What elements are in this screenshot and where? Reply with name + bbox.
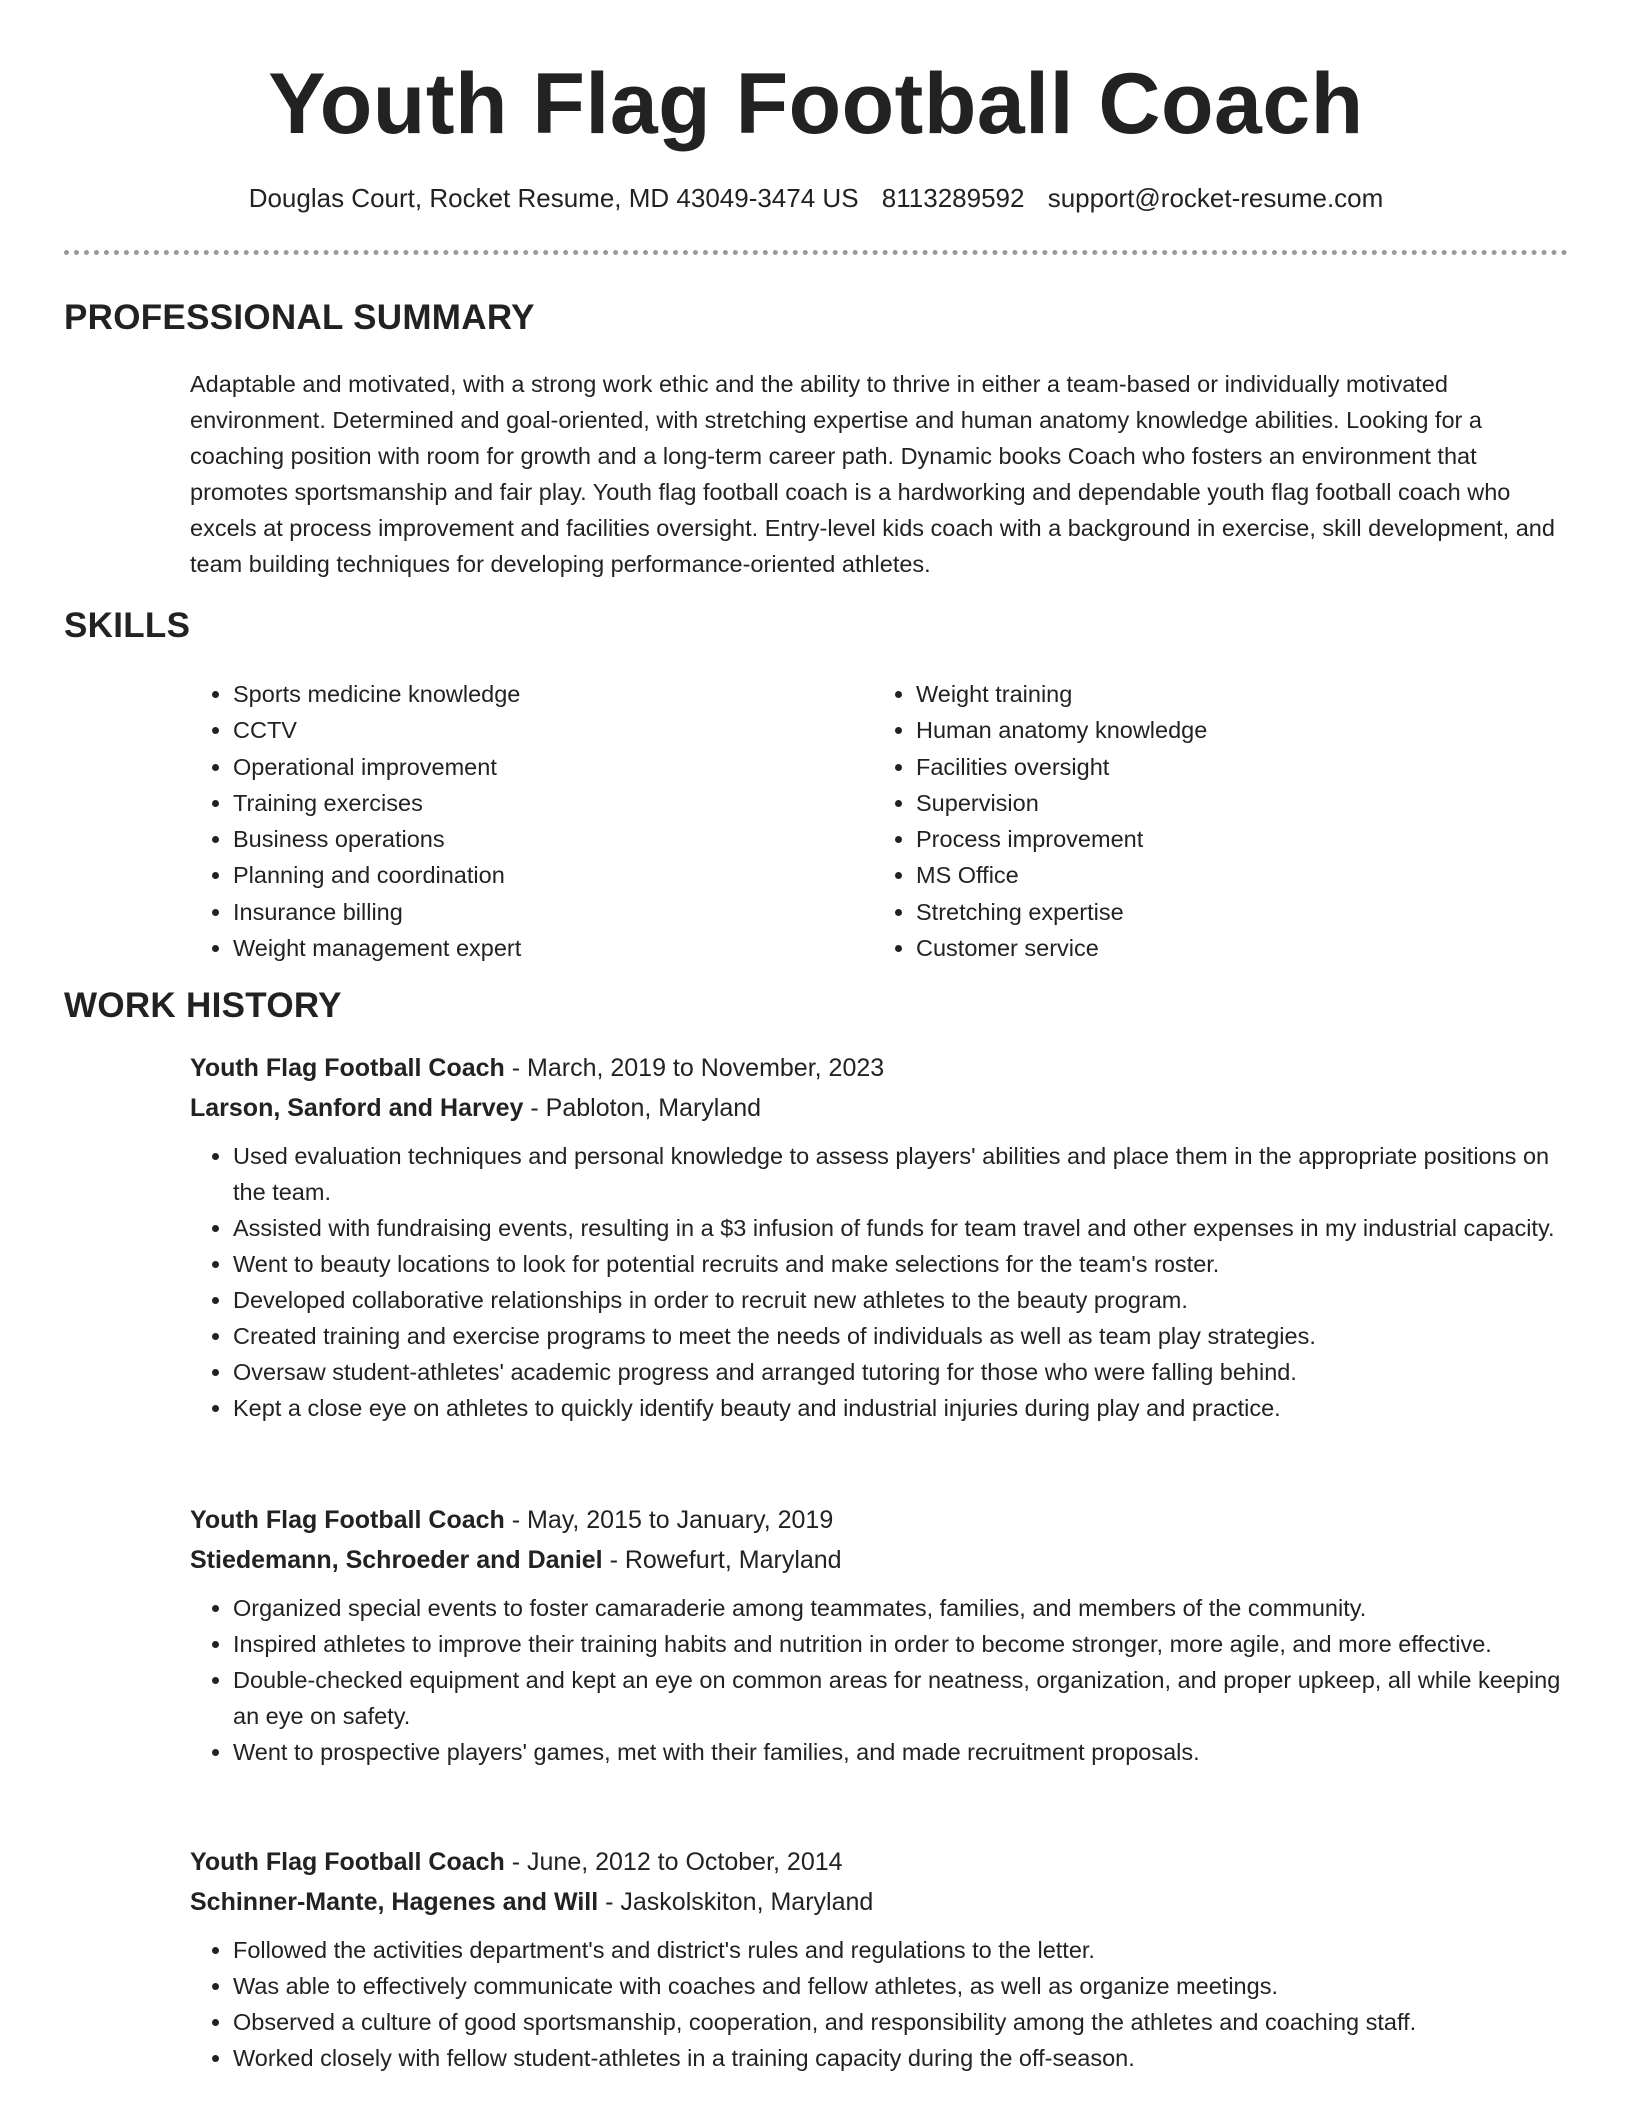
job-title-line <box>190 1048 1570 1088</box>
job-company-line <box>190 1088 1570 1128</box>
job-dates: - May, 2015 to January, 2019 <box>504 1506 834 1534</box>
job-title-line <box>190 1500 1570 1540</box>
job-bullet: • Went to beauty locations to look for potential recruits and make selections for the team's roster. <box>233 1246 1570 1282</box>
skill-item: • Human anatomy knowledge <box>916 712 1556 748</box>
job-location: - Pabloton, Maryland <box>523 1094 762 1122</box>
contact-address: Douglas Court, Rocket Resume, MD 43049-3474 US <box>248 183 859 213</box>
contact-line <box>0 180 1632 216</box>
job-bullet: • Kept a close eye on athletes to quickly identify beauty and industrial injuries during play and practice. <box>233 1390 1570 1426</box>
job-title-line <box>190 1842 1570 1882</box>
job-company: Schinner-Mante, Hagenes and Will <box>190 1888 599 1916</box>
job-role: Youth Flag Football Coach <box>190 1506 505 1534</box>
skill-item: • Customer service <box>916 930 1556 966</box>
job-entry <box>190 1048 1570 1426</box>
skill-item: • Training exercises <box>233 785 873 821</box>
summary-text: Adaptable and motivated, with a strong work ethic and the ability to thrive in either a team-based or individually motivated environment. Determined and goal-oriented, with stretching expertise and human anatomy knowledge abilities. Looking for a coaching position with room for growth and a long-term career path. Dynamic books Coach who fosters an environment that promotes sportsmanship and fair play. Youth flag football coach is a hardworking and dependable youth flag football coach who excels at process improvement and facilities oversight. Entry-level kids coach with a background in exercise, skill development, and team building techniques for developing performance-oriented athletes. <box>190 371 1555 577</box>
job-company: Larson, Sanford and Harvey <box>190 1094 524 1122</box>
job-bullet: • Observed a culture of good sportsmanship, cooperation, and responsibility among the athletes and coaching staff. <box>233 2004 1570 2040</box>
job-bullet: • Organized special events to foster camaraderie among teammates, families, and members of the community. <box>233 1590 1570 1626</box>
skills-list <box>190 676 1570 966</box>
job-role: Youth Flag Football Coach <box>190 1054 505 1082</box>
job-company-line <box>190 1882 1570 1922</box>
skill-item: • Process improvement <box>916 821 1556 857</box>
job-bullets <box>190 1138 1570 1426</box>
skill-item: • Sports medicine knowledge <box>233 676 873 712</box>
job-bullet: • Used evaluation techniques and personal knowledge to assess players' abilities and place them in the appropriate positions on the team. <box>233 1138 1570 1210</box>
skill-item: • Stretching expertise <box>916 894 1556 930</box>
job-role: Youth Flag Football Coach <box>190 1848 505 1876</box>
job-bullet: • Assisted with fundraising events, resulting in a $3 infusion of funds for team travel and other expenses in my industrial capacity. <box>233 1210 1570 1246</box>
contact-email[interactable]: support@rocket-resume.com <box>1047 183 1384 213</box>
job-dates: - June, 2012 to October, 2014 <box>504 1848 843 1876</box>
job-bullet: • Inspired athletes to improve their training habits and nutrition in order to become stronger, more agile, and more effective. <box>233 1626 1570 1662</box>
skill-item: • Business operations <box>233 821 873 857</box>
skill-item: • Planning and coordination <box>233 857 873 893</box>
job-company: Stiedemann, Schroeder and Daniel <box>190 1546 603 1574</box>
job-bullets <box>190 1590 1570 1770</box>
job-entry <box>190 1500 1570 1770</box>
skill-item: • MS Office <box>916 857 1556 893</box>
skill-item: • Operational improvement <box>233 749 873 785</box>
job-bullet: • Double-checked equipment and kept an eye on common areas for neatness, organization, and proper upkeep, all while keeping an eye on safety. <box>233 1662 1570 1734</box>
job-bullet: • Worked closely with fellow student-athletes in a training capacity during the off-season. <box>233 2040 1570 2076</box>
job-bullet: • Followed the activities department's and district's rules and regulations to the letter. <box>233 1932 1570 1968</box>
contact-phone: 8113289592 <box>881 183 1025 213</box>
job-location: - Jaskolskiton, Maryland <box>598 1888 874 1916</box>
skill-item: • Supervision <box>916 785 1556 821</box>
job-bullet: • Went to prospective players' games, met with their families, and made recruitment proposals. <box>233 1734 1570 1770</box>
job-bullet: • Created training and exercise programs to meet the needs of individuals as well as team play strategies. <box>233 1318 1570 1354</box>
job-company-line <box>190 1540 1570 1580</box>
job-bullet: • Developed collaborative relationships in order to recruit new athletes to the beauty program. <box>233 1282 1570 1318</box>
skills-heading: SKILLS <box>64 606 191 645</box>
job-location: - Rowefurt, Maryland <box>602 1546 842 1574</box>
skill-item: • Facilities oversight <box>916 749 1556 785</box>
summary-heading: PROFESSIONAL SUMMARY <box>64 298 535 337</box>
skill-item: • Insurance billing <box>233 894 873 930</box>
job-dates: - March, 2019 to November, 2023 <box>504 1054 885 1082</box>
job-bullet: • Was able to effectively communicate with coaches and fellow athletes, as well as organize meetings. <box>233 1968 1570 2004</box>
skills-column-left <box>190 676 873 966</box>
header-divider <box>64 250 1568 255</box>
job-bullets <box>190 1932 1570 2076</box>
skill-item: • Weight management expert <box>233 930 873 966</box>
resume-name: Youth Flag Football Coach <box>268 56 1364 152</box>
job-bullet: • Oversaw student-athletes' academic progress and arranged tutoring for those who were falling behind. <box>233 1354 1570 1390</box>
skills-column-right <box>873 676 1556 966</box>
work-history-heading: WORK HISTORY <box>64 986 342 1025</box>
skill-item: • CCTV <box>233 712 873 748</box>
skill-item: • Weight training <box>916 676 1556 712</box>
job-entry <box>190 1842 1570 2076</box>
